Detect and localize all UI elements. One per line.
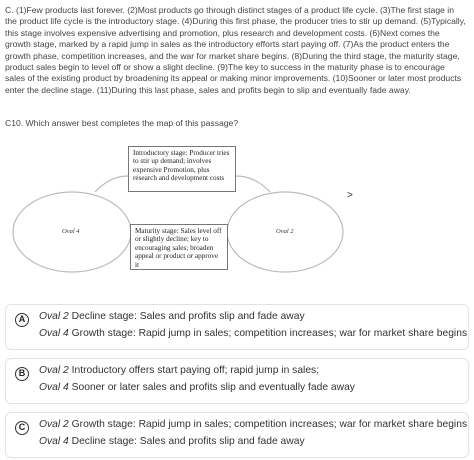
option-a[interactable] [5,304,469,350]
option-b-line2: Sooner or later sales and profits slip and eventually fade away [68,382,355,393]
oval-4-label: Oval 4 [62,228,80,235]
option-letter-c: C [15,421,29,435]
option-c-oval-2: Oval 2 [39,419,69,430]
concept-map [0,136,474,286]
option-letter-b: B [15,367,29,381]
option-b[interactable] [5,358,469,404]
option-b-line1: Introductory offers start paying off; rapid jump in sales; [68,365,320,376]
passage-text: C. (1)Few products last forever. (2)Most products go through distinct stages of a product life cycle. (3)The first stage in the product life cycle is the introductory stage. (4)During this first phase, the producer tries to stir up demand. (5)Typically, this stage involves expensive advertising and promotion, plus research and development costs. (6)Next comes the growth stage, marked by a rapid jump in sales as the introductory efforts start paying off. (7)As the product enters the growth phase, competition increases, and the war for market share begins. (8)During the third stage, the maturity stage, product sales begin to level off or show a slight decline. (9)The key to success in the maturity phase is to encourage sales of the existing product by broadening its appeal or making minor improvements. (10)Sooner or later most products enter the decline stage. (11)During this last phase, sales and profits begin to slip and eventually fade away. [5,5,466,95]
oval-2-label: Oval 2 [276,228,294,235]
option-a-oval-4: Oval 4 [39,328,69,339]
cycle-lines [0,136,474,286]
question-text: C10. Which answer best completes the map of this passage? [5,118,239,128]
option-c-line1: Growth stage: Rapid jump in sales; competition increases; war for market share begins [68,419,468,430]
option-a-oval-2: Oval 2 [39,311,69,322]
option-b-oval-2: Oval 2 [39,365,69,376]
option-a-line1: Decline stage: Sales and profits slip and fade away [68,311,305,322]
option-a-line2: Growth stage: Rapid jump in sales; competition increases; war for market share begins [68,328,468,339]
option-c[interactable] [5,412,469,458]
maturity-stage-box: Maturity stage: Sales level off or slightly decline; key to encouraging sales; broaden appeal or product or approve it [130,224,228,270]
introductory-stage-box: Introductory stage: Producer tries to stir up demand; involves expensive Promotion, plus research and development costs [128,146,236,192]
option-b-oval-4: Oval 4 [39,382,69,393]
option-c-oval-4: Oval 4 [39,436,69,447]
connector-top-right [236,176,270,192]
connector-top-left [95,176,128,192]
option-c-line2: Decline stage: Sales and profits slip and fade away [68,436,305,447]
arrow-icon: > [347,190,353,201]
option-letter-a: A [15,313,29,327]
